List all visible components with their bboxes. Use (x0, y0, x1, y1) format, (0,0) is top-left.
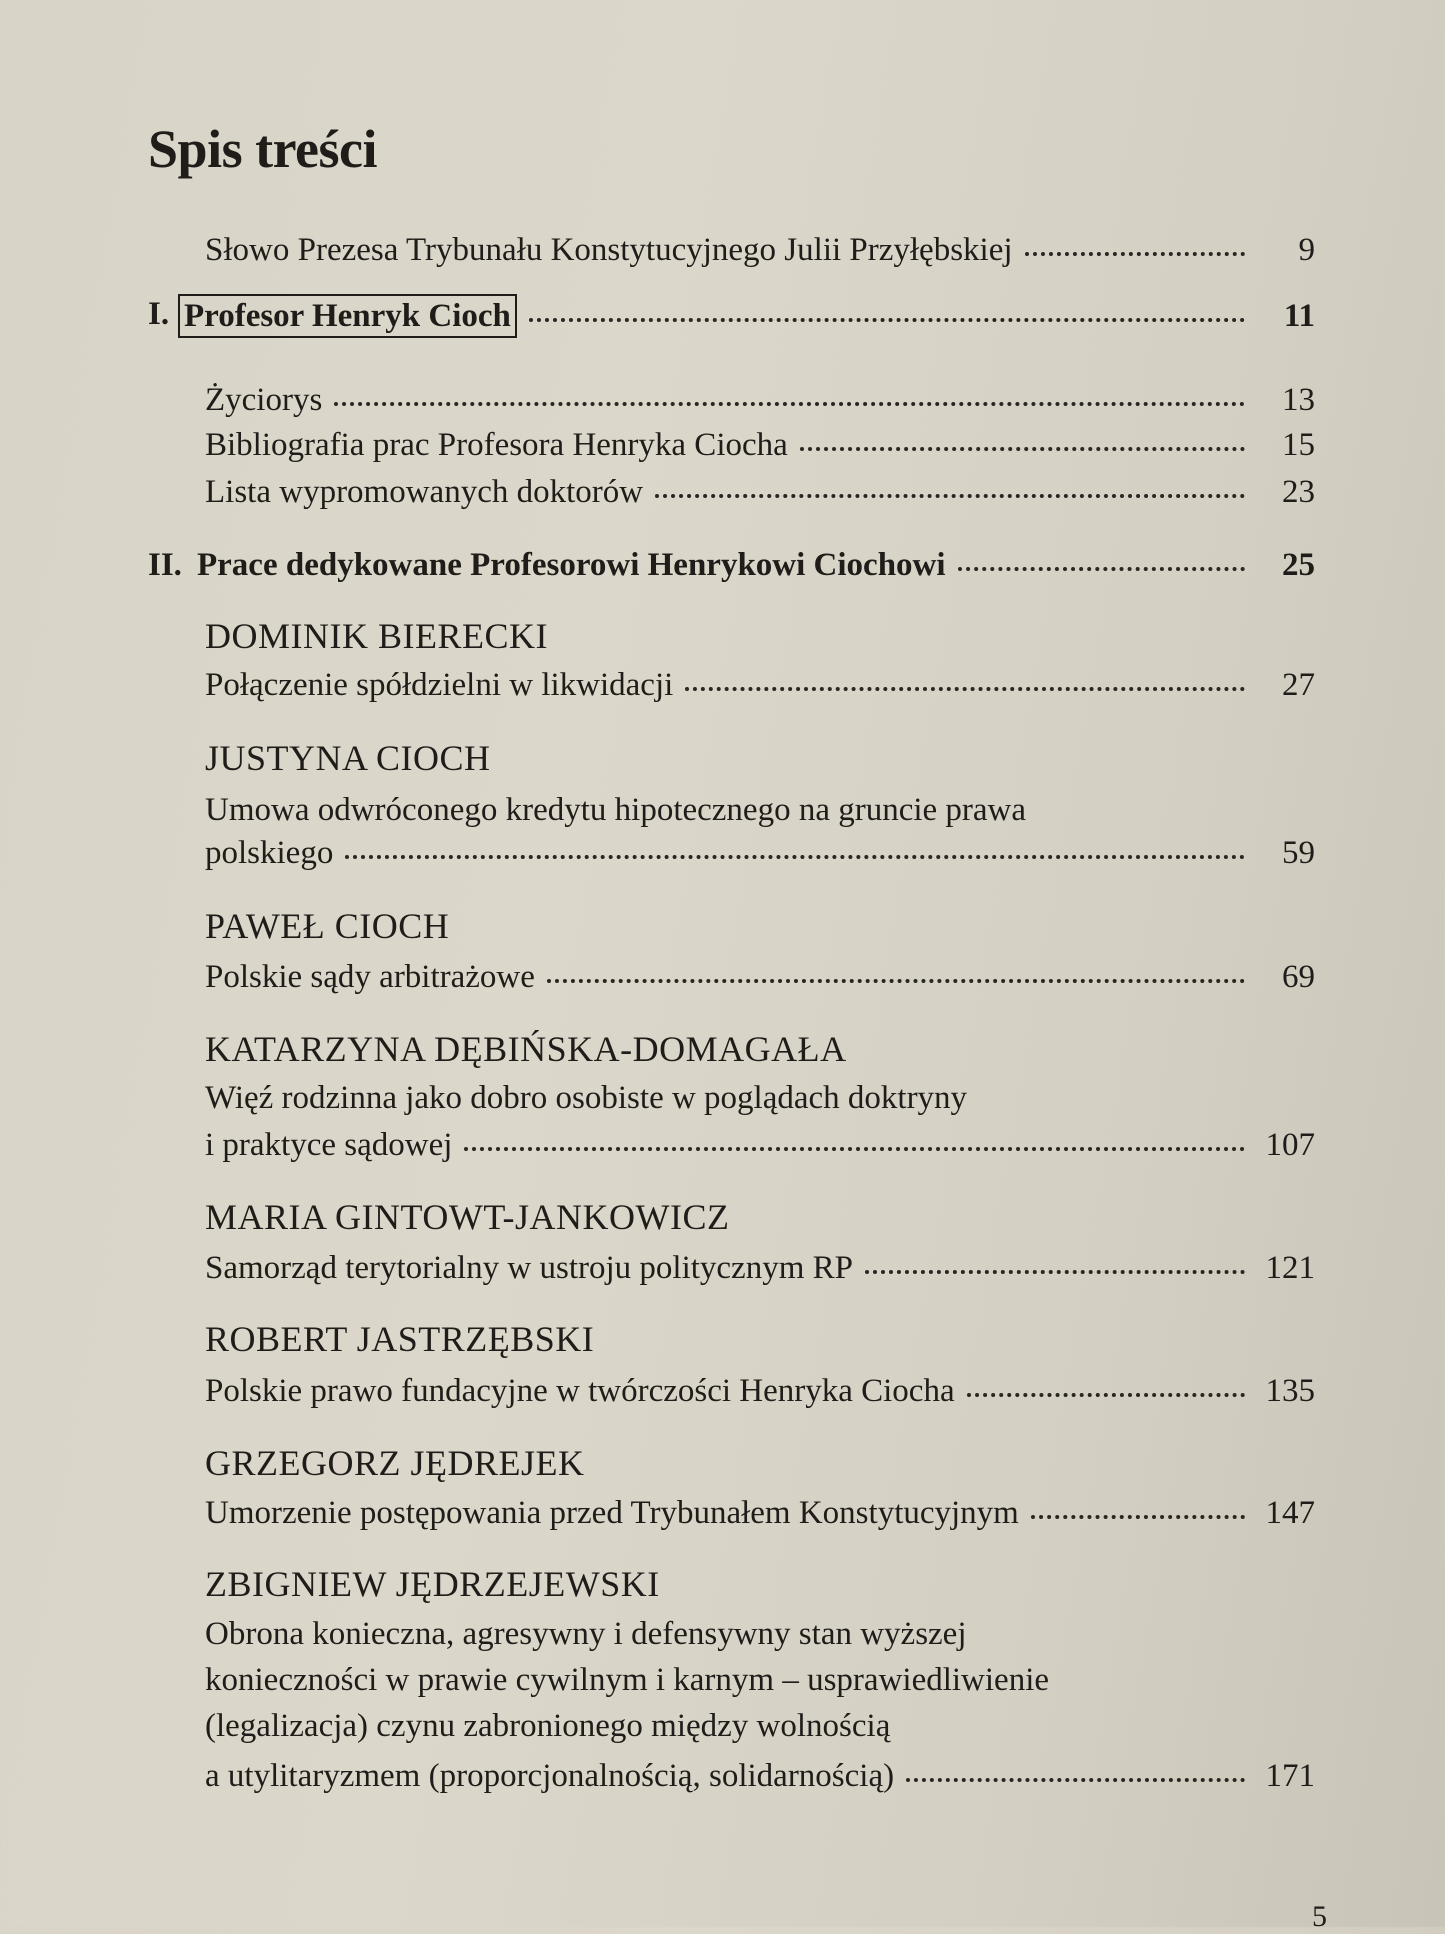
toc-entry-page: 15 (1282, 427, 1315, 463)
toc-entry-article[interactable] (205, 1248, 1315, 1288)
toc-entry-title: Prace dedykowane Profesorowi Henrykowi Ciochowi (197, 547, 946, 583)
toc-entry-page: 69 (1282, 959, 1315, 995)
toc-entry-title: Życiorys (205, 382, 323, 418)
toc-entry-page: 135 (1265, 1373, 1315, 1409)
dot-leader (1025, 248, 1245, 256)
toc-entry-bibliografia[interactable] (205, 425, 1315, 465)
toc-entry-article[interactable] (205, 957, 1315, 997)
toc-entry-title: Bibliografia prac Profesora Henryka Ciocha (205, 427, 788, 463)
dot-leader (334, 398, 1245, 406)
toc-entry-page: 9 (1298, 232, 1315, 268)
dot-leader (1031, 1511, 1245, 1519)
article-author: DOMINIK BIERECKI (205, 616, 548, 656)
toc-entry-title-line: Umowa odwróconego kredytu hipotecznego na gruncie prawa (205, 792, 1027, 828)
toc-entry-title: Profesor Henryk Cioch (178, 294, 517, 338)
dot-leader (529, 314, 1245, 322)
toc-entry-title: a utylitaryzmem (proporcjonalnością, solidarnością) (205, 1758, 895, 1794)
toc-entry-title: Polskie prawo fundacyjne w twórczości Henryka Ciocha (205, 1373, 955, 1409)
toc-entry-title: Lista wypromowanych doktorów (205, 474, 644, 510)
toc-entry-title: Słowo Prezesa Trybunału Konstytucyjnego Julii Przyłębskiej (205, 232, 1013, 268)
toc-entry-article[interactable] (205, 833, 1315, 873)
toc-entry-part-2[interactable] (197, 545, 1315, 585)
toc-entry-title-line: Więź rodzinna jako dobro osobiste w poglądach doktryny (205, 1080, 968, 1116)
toc-entry-page: 13 (1282, 382, 1315, 418)
toc-entry-page: 107 (1265, 1127, 1315, 1163)
toc-entry-title: Połączenie spółdzielni w likwidacji (205, 667, 674, 703)
toc-entry-page: 121 (1265, 1250, 1315, 1286)
toc-entry-foreword[interactable] (205, 230, 1315, 270)
toc-entry-page: 23 (1282, 474, 1315, 510)
article-author: GRZEGORZ JĘDREJEK (205, 1443, 585, 1483)
toc-entry-article[interactable] (205, 1493, 1315, 1533)
toc-entry-title: Samorząd terytorialny w ustroju politycznym RP (205, 1250, 853, 1286)
toc-entry-title: i praktyce sądowej (205, 1127, 453, 1163)
toc-entry-title-line: Obrona konieczna, agresywny i defensywny stan wyższej (205, 1616, 967, 1652)
dot-leader (655, 490, 1245, 498)
toc-entry-zyciorys[interactable] (205, 380, 1315, 420)
toc-entry-page: 147 (1265, 1495, 1315, 1531)
dot-leader (685, 683, 1245, 691)
toc-entry-part-1[interactable] (180, 294, 1315, 338)
article-author: ZBIGNIEW JĘDRZEJEWSKI (205, 1564, 660, 1604)
toc-entry-title-line: (legalizacja) czynu zabronionego między wolnością (205, 1708, 891, 1744)
toc-entry-title: Umorzenie postępowania przed Trybunałem Konstytucyjnym (205, 1495, 1019, 1531)
article-author: MARIA GINTOWT-JANKOWICZ (205, 1197, 730, 1237)
toc-entry-page: 27 (1282, 667, 1315, 703)
toc-entry-lista[interactable] (205, 472, 1315, 512)
article-author: PAWEŁ CIOCH (205, 906, 450, 946)
toc-entry-page: 11 (1283, 298, 1315, 334)
toc-entry-page: 171 (1265, 1758, 1315, 1794)
toc-entry-page: 59 (1282, 835, 1315, 871)
toc-entry-title: Polskie sądy arbitrażowe (205, 959, 535, 995)
page-title: Spis treści (148, 119, 378, 179)
toc-entry-title: polskiego (205, 835, 334, 871)
toc-entry-page: 25 (1282, 547, 1315, 583)
page-number: 5 (1312, 1900, 1327, 1933)
toc-entry-article[interactable] (205, 1125, 1315, 1165)
part-number: II. (148, 547, 182, 583)
dot-leader (464, 1143, 1245, 1151)
dot-leader (906, 1774, 1245, 1782)
dot-leader (967, 1389, 1245, 1397)
article-author: JUSTYNA CIOCH (205, 738, 491, 778)
dot-leader (345, 851, 1245, 859)
part-number: I. (148, 296, 170, 332)
toc-entry-article[interactable] (205, 1756, 1315, 1796)
article-author: KATARZYNA DĘBIŃSKA-DOMAGAŁA (205, 1029, 847, 1069)
dot-leader (865, 1266, 1245, 1274)
dot-leader (800, 443, 1245, 451)
toc-entry-title-line: konieczności w prawie cywilnym i karnym – usprawiedliwienie (205, 1662, 1050, 1698)
dot-leader (958, 563, 1245, 571)
dot-leader (547, 975, 1245, 983)
article-author: ROBERT JASTRZĘBSKI (205, 1319, 595, 1359)
toc-entry-article[interactable] (205, 1371, 1315, 1411)
toc-entry-article[interactable] (205, 665, 1315, 705)
